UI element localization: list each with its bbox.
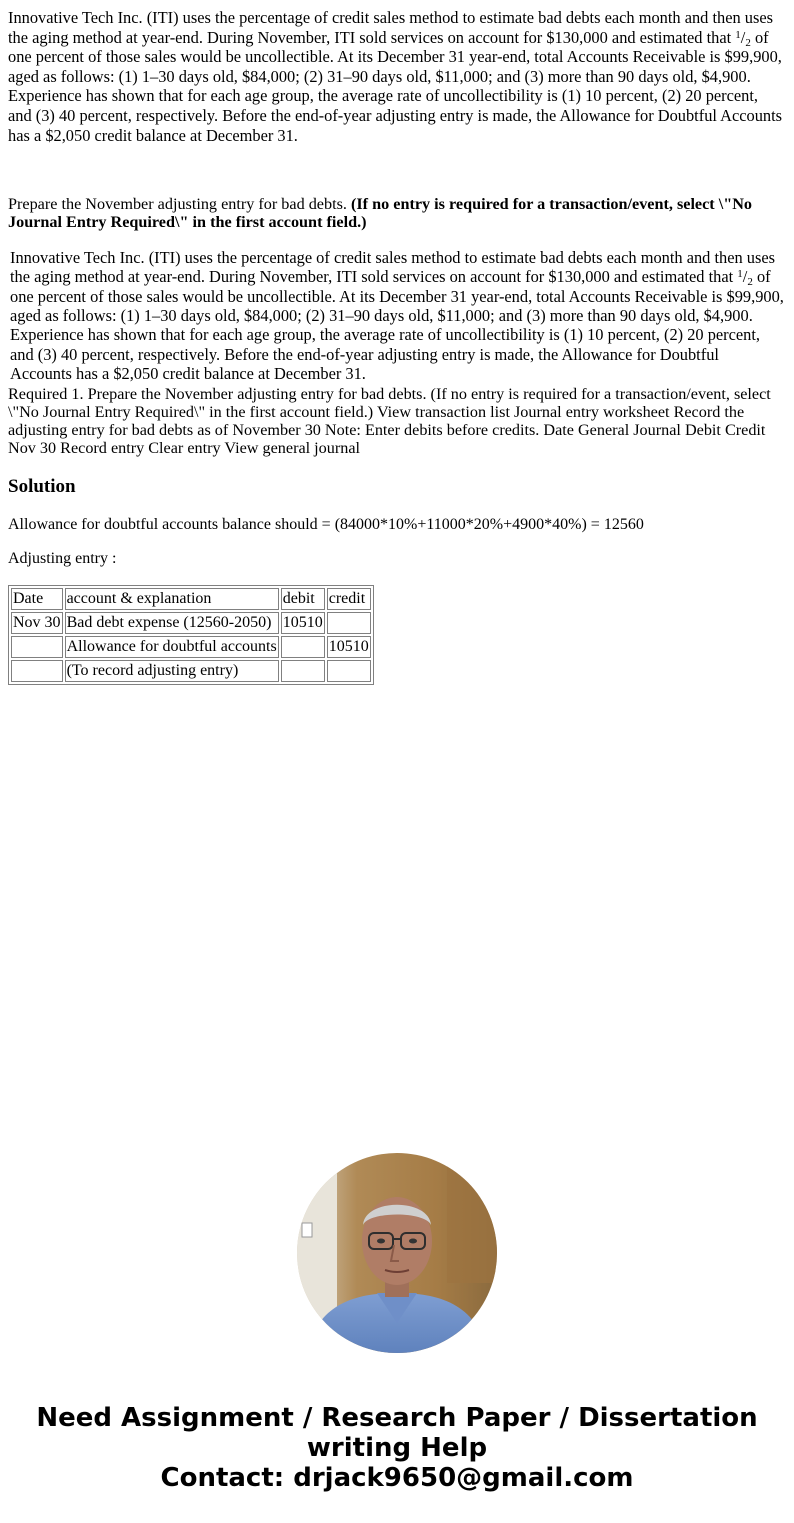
- header-debit: debit: [281, 588, 325, 610]
- question-text: [8, 8, 784, 145]
- avatar-photo: [297, 1153, 497, 1353]
- fraction-denominator: 2: [745, 36, 751, 49]
- table-row: [11, 636, 371, 658]
- cell-date: Nov 30: [11, 612, 63, 634]
- cell-account: Allowance for doubtful accounts: [65, 636, 279, 658]
- table-row: [11, 660, 371, 682]
- header-credit: credit: [327, 588, 371, 610]
- header-date: Date: [11, 588, 63, 610]
- cell-debit: 10510: [281, 612, 325, 634]
- prepare-instruction: [8, 195, 784, 231]
- prepare-instruction-text: Prepare the November adjusting entry for bad debts.: [8, 195, 351, 214]
- footer-contact-email: Contact: drjack9650@gmail.com: [160, 1463, 634, 1493]
- fraction-numerator-repeat: 1: [737, 268, 743, 281]
- question-text-repeat-part2: of one percent of those sales would be uncollectible. At its December 31 year-end, total Accounts Receivable is $99,900, aged as follows: (1) 1–30 days old, $84,000; (2) 31–90 days old, $11,000; and (3) more than 90 days old, $4,900. Experience has shown that for each age group, the average rate of uncollectibility is (1) 10 percent, (2) 20 percent, and (3) 40 percent, respectively. Before the end-of-year adjusting entry is made, the Allowance for Doubtful Accounts has a $2,050 credit balance at December 31.: [10, 267, 784, 383]
- cell-credit: [327, 660, 371, 682]
- journal-table: [8, 585, 374, 685]
- cell-debit: [281, 660, 325, 682]
- person-portrait-icon: [297, 1153, 497, 1353]
- fraction-slash: /: [740, 27, 746, 47]
- cell-debit: [281, 636, 325, 658]
- cell-account: Bad debt expense (12560-2050): [65, 612, 279, 634]
- footer-line-2: writing Help: [306, 1433, 488, 1463]
- fraction-numerator: 1: [735, 28, 741, 41]
- fraction-slash-repeat: /: [742, 267, 748, 287]
- question-text-repeat: [8, 248, 784, 383]
- question-content: [8, 0, 784, 685]
- prepare-instruction-note: (If no entry is required for a transaction/event, select \"No Journal Entry Required\" in the first account field.): [8, 195, 753, 232]
- header-account: account & explanation: [65, 588, 279, 610]
- footer-line-1: Need Assignment / Research Paper / Dissertation: [36, 1403, 758, 1433]
- cell-date: [11, 660, 63, 682]
- allowance-calculation: Allowance for doubtful accounts balance should = (84000*10%+11000*20%+4900*40%) = 12560: [8, 516, 644, 534]
- cell-credit: 10510: [327, 636, 371, 658]
- cell-date: [11, 636, 63, 658]
- fraction-denominator-repeat: 2: [747, 276, 753, 289]
- table-header-row: [11, 588, 371, 610]
- table-row: [11, 612, 371, 634]
- cell-credit: [327, 612, 371, 634]
- question-text-part2: of one percent of those sales would be uncollectible. At its December 31 year-end, total Accounts Receivable is $99,900, aged as follows: (1) 1–30 days old, $84,000; (2) 31–90 days old, $11,000; and (3) more than 90 days old, $4,900. Experience has shown that for each age group, the average rate of uncollectibility is (1) 10 percent, (2) 20 percent, and (3) 40 percent, respectively. Before the end-of-year adjusting entry is made, the Allowance for Doubtful Accounts has a $2,050 credit balance at December 31.: [8, 27, 783, 145]
- solution-heading: Solution: [8, 476, 76, 498]
- cell-account: (To record adjusting entry): [65, 660, 279, 682]
- question-text-part1: Innovative Tech Inc. (ITI) uses the percentage of credit sales method to estimate bad debts each month and then uses the aging method at year-end. During November, ITI sold services on account for $130,000 and estimated that: [8, 8, 773, 47]
- footer-contact: [0, 1403, 794, 1493]
- required-text: Required 1. Prepare the November adjusting entry for bad debts. (If no entry is required for a transaction/event, select \"No Journal Entry Required\" in the first account field.) View transaction list Journal entry worksheet Record the adjusting entry for bad debts as of November 30 Note: Enter debits before credits. Date General Journal Debit Credit Nov 30 Record entry Clear entry View general journal: [8, 385, 771, 458]
- question-text-repeat-part1: Innovative Tech Inc. (ITI) uses the percentage of credit sales method to estimate bad debts each month and then uses the aging method at year-end. During November, ITI sold services on account for $130,000 and estimated that: [10, 248, 775, 287]
- adjusting-entry-label: Adjusting entry :: [8, 550, 117, 568]
